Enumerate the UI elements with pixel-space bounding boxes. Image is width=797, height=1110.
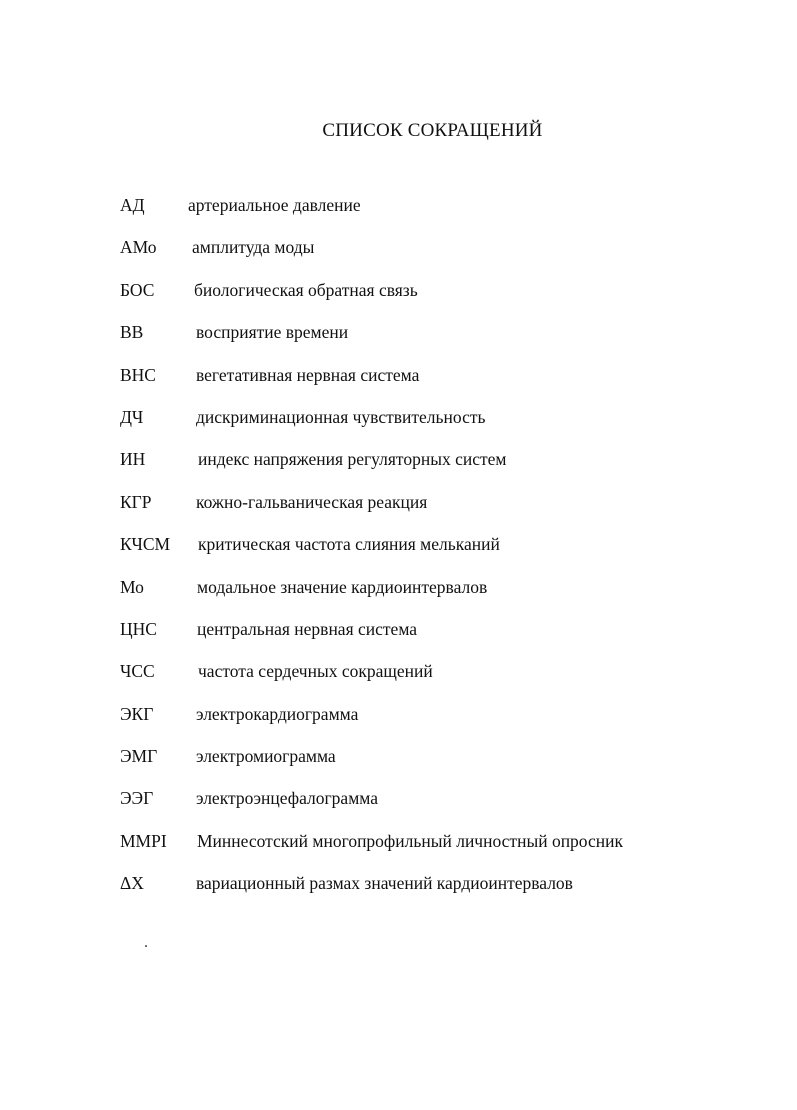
abbreviation-term: КГР: [120, 491, 152, 512]
abbreviation-definition: частота сердечных сокращений: [198, 661, 433, 682]
abbreviation-term: АД: [120, 195, 145, 215]
abbreviation-term: ЭКГ: [120, 703, 154, 724]
abbreviation-definition: центральная нервная система: [197, 618, 418, 639]
abbreviation-term: ИН: [120, 449, 146, 470]
abbreviation-entry: [120, 280, 623, 322]
abbreviation-entry: [120, 831, 623, 873]
abbreviation-entry: [120, 407, 623, 449]
abbreviation-entry: [120, 788, 623, 830]
abbreviation-definition: Миннесотский многопрофильный личностный опросник: [197, 830, 623, 851]
abbreviation-definition: критическая частота слияния мельканий: [198, 534, 500, 555]
abbreviation-entry: [120, 322, 623, 364]
abbreviation-term: MMPI: [120, 830, 167, 851]
abbreviation-entry: [120, 619, 623, 661]
abbreviation-entry: [120, 661, 623, 703]
abbreviation-term: ЧСС: [120, 661, 155, 682]
abbreviation-term: ЦНС: [120, 618, 157, 639]
abbreviation-list: [120, 195, 623, 916]
abbreviation-entry: [120, 237, 623, 279]
page-title: СПИСОК СОКРАЩЕНИЙ: [322, 120, 543, 141]
abbreviation-term: БОС: [120, 279, 155, 300]
abbreviation-entry: [120, 577, 623, 619]
abbreviation-term: ВВ: [120, 322, 144, 343]
abbreviation-definition: артериальное давление: [188, 195, 361, 215]
abbreviation-entry: [120, 195, 623, 237]
abbreviation-entry: [120, 746, 623, 788]
abbreviation-entry: [120, 534, 623, 576]
abbreviation-term: КЧСМ: [120, 534, 171, 555]
abbreviation-term: ЭМГ: [120, 746, 158, 767]
stray-mark: .: [144, 934, 148, 951]
abbreviation-term: ЭЭГ: [120, 788, 154, 809]
abbreviation-definition: вегетативная нервная система: [196, 364, 420, 385]
abbreviation-definition: вариационный размах значений кардиоинтервалов: [196, 873, 573, 894]
abbreviation-definition: амплитуда моды: [192, 237, 315, 258]
abbreviation-term: ΔХ: [120, 873, 144, 894]
abbreviation-term: ДЧ: [120, 406, 144, 427]
abbreviation-entry: [120, 449, 623, 491]
abbreviation-definition: дискриминационная чувствительность: [196, 406, 486, 427]
abbreviation-entry: [120, 365, 623, 407]
abbreviation-definition: кожно-гальваническая реакция: [196, 491, 428, 512]
abbreviation-definition: электромиограмма: [196, 746, 336, 767]
abbreviation-definition: электрокардиограмма: [196, 703, 359, 724]
abbreviation-entry: [120, 492, 623, 534]
abbreviation-definition: восприятие времени: [196, 322, 349, 343]
abbreviation-term: АМо: [120, 237, 157, 258]
abbreviation-definition: индекс напряжения регуляторных систем: [198, 449, 507, 470]
abbreviation-term: ВНС: [120, 364, 156, 385]
abbreviation-entry: [120, 704, 623, 746]
abbreviation-definition: биологическая обратная связь: [194, 279, 418, 300]
abbreviation-definition: модальное значение кардиоинтервалов: [197, 576, 488, 597]
abbreviation-definition: электроэнцефалограмма: [196, 788, 378, 809]
abbreviation-entry: [120, 873, 623, 915]
abbreviation-term: Мо: [120, 576, 144, 597]
